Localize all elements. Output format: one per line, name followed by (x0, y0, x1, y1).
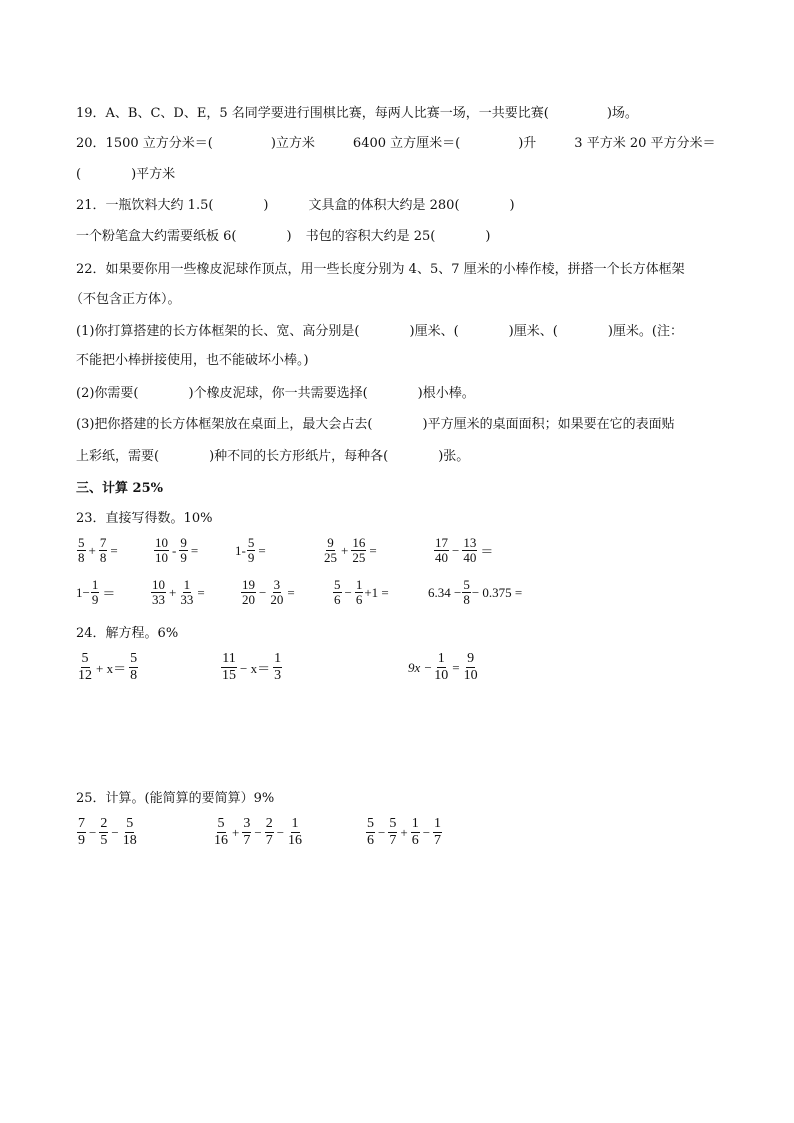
denominator: 12 (78, 668, 92, 683)
q23-expr-6 (76, 578, 117, 607)
operator: − (89, 824, 97, 840)
denominator: 16 (214, 833, 228, 848)
numerator: 11 (222, 651, 236, 666)
numerator: 10 (152, 577, 165, 592)
denominator: 15 (222, 668, 236, 683)
q22-p3-b: )平方厘米的桌面面积；如果要在它的表面贴 (422, 417, 675, 432)
numerator: 1 (411, 816, 419, 831)
numerator: 5 (130, 651, 138, 666)
numerator: 5 (247, 535, 255, 550)
question-22-part1-note: 不能把小棒拼接使用，也不能破坏小棒。) (76, 353, 309, 368)
denominator: 7 (389, 833, 397, 848)
denominator: 25 (352, 550, 366, 565)
numerator: 13 (463, 535, 477, 550)
q23-expr-5 (433, 536, 495, 565)
denominator: 5 (100, 833, 108, 848)
numerator: 7 (99, 535, 107, 550)
denominator: 25 (324, 550, 337, 565)
denominator: 20 (270, 592, 284, 607)
numerator: 9 (180, 535, 187, 550)
equation-middle: + x＝ (96, 661, 127, 676)
q23-expr-1 (76, 536, 120, 565)
denominator: 6 (411, 833, 419, 848)
numerator: 1 (274, 651, 282, 666)
q22-p3-e: )张。 (438, 449, 470, 464)
q22-p2-b: )个橡皮泥球，你一共需要选择( (188, 386, 368, 401)
q21-part-e: 一个粉笔盒大约需要纸板 6( (76, 229, 237, 244)
question-21 (76, 197, 515, 215)
q24-equation-2 (220, 651, 283, 684)
operator: + (169, 584, 177, 600)
q20-part-f: ( (76, 167, 82, 182)
numerator: 3 (273, 577, 281, 592)
denominator: 33 (180, 592, 194, 607)
denominator: 6 (334, 592, 341, 607)
operator: − (259, 584, 267, 600)
fraction (154, 536, 169, 565)
q20-part-b: )立方米 (270, 136, 315, 151)
numerator: 1 (434, 816, 442, 831)
q25-expr-2 (212, 816, 304, 849)
denominator: 18 (122, 833, 137, 848)
q19-text: 19．A、B、C、D、E，5 名同学要进行围棋比赛，每两人比赛一场，一共要比赛( (76, 106, 549, 121)
question-25-title: 25．计算。(能简算的要简算）9% (76, 791, 275, 806)
denominator: 8 (130, 668, 138, 683)
fraction (462, 536, 477, 565)
suffix: +1 = (364, 584, 389, 600)
denominator: 7 (265, 833, 273, 848)
denominator: 9 (247, 550, 255, 565)
q23-expr-3 (235, 536, 268, 565)
q21-part-a: 21．一瓶饮料大约 1.5( (76, 198, 214, 213)
denominator: 10 (434, 668, 449, 683)
numerator: 10 (155, 535, 168, 550)
fraction (179, 578, 194, 607)
fraction (77, 536, 86, 565)
equation-middle: = (452, 659, 460, 675)
q25-expr-3 (365, 816, 443, 849)
fraction (99, 816, 108, 849)
equals: = (190, 542, 199, 558)
q20-part-d: )升 (518, 136, 537, 151)
fraction (411, 816, 420, 849)
numerator: 5 (367, 816, 374, 831)
numerator: 16 (352, 535, 366, 550)
q23-expr-8 (240, 578, 297, 607)
q21-part-c: 文具盒的体积大约是 280( (308, 198, 460, 213)
fraction (287, 816, 303, 849)
fraction (273, 651, 282, 684)
prefix: 6.34 − (428, 584, 462, 600)
fraction (351, 536, 366, 565)
q24-equation-1 (76, 651, 139, 684)
equals: = (258, 542, 266, 558)
q23-expr-4 (322, 536, 379, 565)
numerator: 1 (437, 651, 445, 666)
numerator: 17 (435, 535, 448, 550)
q21-part-d: ) (509, 198, 515, 213)
denominator: 6 (367, 833, 374, 848)
denominator: 9 (78, 833, 85, 848)
question-21-cont (76, 228, 490, 246)
numerator: 5 (126, 816, 134, 831)
q23-expr-7 (150, 578, 207, 607)
denominator: 20 (242, 592, 255, 607)
q22-p1-b: )厘米、( (409, 324, 459, 339)
numerator: 1 (291, 816, 299, 831)
fraction (323, 536, 338, 565)
fraction (242, 816, 251, 849)
denominator: 10 (155, 550, 168, 565)
denominator: 10 (463, 668, 478, 683)
denominator: 9 (180, 550, 187, 565)
equals: = (110, 542, 118, 558)
fraction (333, 578, 342, 607)
fraction (99, 536, 108, 565)
question-20 (76, 135, 716, 153)
question-24-title: 24．解方程。6% (76, 626, 179, 641)
equals: = (197, 584, 205, 600)
prefix: 9x − (408, 659, 433, 675)
fraction (151, 578, 166, 607)
q22-p3-a: (3)把你搭建的长方体框架放在桌面上，最大会占去( (76, 417, 373, 432)
question-22-part2 (76, 385, 475, 403)
fraction (434, 536, 449, 565)
denominator: 7 (434, 833, 442, 848)
q21-part-h: ) (485, 229, 491, 244)
numerator: 5 (463, 577, 470, 592)
question-22: 22．如果要你用一些橡皮泥球作顶点，用一些长度分别为 4、5、7 厘米的小棒作棱，拼搭一个长方体框架 (76, 262, 685, 277)
prefix: 1− (76, 584, 90, 600)
operator: − (344, 584, 352, 600)
equals: ＝ (102, 586, 116, 601)
prefix: 1- (235, 542, 246, 558)
q23-expr-9 (332, 578, 389, 607)
fraction (433, 816, 442, 849)
numerator: 5 (389, 816, 397, 831)
fraction (269, 578, 284, 607)
operator: − (254, 824, 262, 840)
q20-part-a: 20．1500 立方分米＝( (76, 136, 213, 151)
numerator: 3 (243, 816, 251, 831)
operator: − (378, 824, 386, 840)
question-22-part3-cont (76, 448, 469, 466)
question-19 (76, 105, 638, 123)
fraction (462, 578, 471, 607)
fraction (77, 651, 93, 684)
operator: − (422, 824, 431, 840)
question-22-part3 (76, 416, 675, 434)
fraction (129, 651, 138, 684)
q21-part-f: ) (286, 229, 292, 244)
question-23-title: 23．直接写得数。10% (76, 511, 213, 526)
fraction (265, 816, 274, 849)
numerator: 9 (327, 535, 334, 550)
numerator: 2 (100, 816, 108, 831)
q23-expr-10 (428, 578, 522, 607)
numerator: 2 (265, 816, 273, 831)
q22-p3-c: 上彩纸，需要( (76, 449, 160, 464)
equals: = (287, 584, 295, 600)
q20-part-e: 3 平方米 20 平方分米＝ (574, 136, 716, 151)
fraction (122, 816, 138, 849)
question-20-cont (76, 166, 175, 184)
q25-expr-1 (76, 816, 139, 849)
fraction (179, 536, 188, 565)
numerator: 5 (78, 535, 85, 550)
operator: − (276, 824, 285, 840)
numerator: 1 (91, 577, 99, 592)
numerator: 9 (467, 651, 475, 666)
denominator: 40 (463, 550, 477, 565)
denominator: 40 (435, 550, 448, 565)
q21-part-b: ) (263, 198, 269, 213)
denominator: 3 (274, 668, 282, 683)
question-22-part1 (76, 323, 683, 341)
operator: + (341, 542, 349, 558)
operator: + (88, 542, 96, 558)
section-heading: 三、计算 25% (76, 481, 163, 496)
denominator: 9 (91, 592, 99, 607)
q19-end: )场。 (606, 106, 638, 121)
denominator: 7 (243, 833, 251, 848)
q23-expr-2 (153, 536, 200, 565)
fraction (366, 816, 375, 849)
fraction (388, 816, 397, 849)
q22-p3-d: )种不同的长方形纸片，每种各( (209, 449, 389, 464)
fraction (241, 578, 256, 607)
equals: ＝ (480, 544, 494, 559)
equation-middle: − x＝ (240, 661, 271, 676)
q21-part-g: 书包的容积大约是 25( (305, 229, 436, 244)
denominator: 33 (152, 592, 165, 607)
q20-part-g: )平方米 (131, 167, 176, 182)
fraction (247, 536, 256, 565)
equals: = (369, 542, 377, 558)
suffix: − 0.375 = (471, 584, 523, 600)
operator: + (232, 824, 240, 840)
fraction (433, 651, 449, 684)
numerator: 7 (78, 816, 85, 831)
denominator: 8 (78, 550, 85, 565)
q22-p2-a: (2)你需要( (76, 386, 139, 401)
denominator: 16 (288, 833, 303, 848)
q22-p1-c: )厘米、( (508, 324, 558, 339)
fraction (221, 651, 237, 684)
fraction (463, 651, 479, 684)
numerator: 5 (217, 816, 225, 831)
numerator: 5 (81, 651, 89, 666)
fraction (355, 578, 364, 607)
q22-p1-a: (1)你打算搭建的长方体框架的长、宽、高分别是( (76, 324, 360, 339)
q22-p1-d: )厘米。(注： (607, 324, 683, 339)
numerator: 19 (242, 577, 255, 592)
operator: - (172, 542, 177, 558)
denominator: 8 (99, 550, 107, 565)
denominator: 8 (463, 592, 470, 607)
q20-part-c: 6400 立方厘米＝( (352, 136, 461, 151)
q22-p2-c: )根小棒。 (417, 386, 475, 401)
operator: − (452, 542, 460, 558)
q24-equation-3 (408, 651, 480, 684)
numerator: 1 (183, 577, 191, 592)
operator: + (400, 824, 408, 840)
fraction (213, 816, 229, 849)
numerator: 5 (334, 577, 341, 592)
question-22-line2: （不包含正方体）。 (70, 292, 181, 307)
fraction (91, 578, 100, 607)
fraction (77, 816, 86, 849)
operator: − (111, 824, 119, 840)
numerator: 1 (355, 577, 363, 592)
denominator: 6 (355, 592, 363, 607)
